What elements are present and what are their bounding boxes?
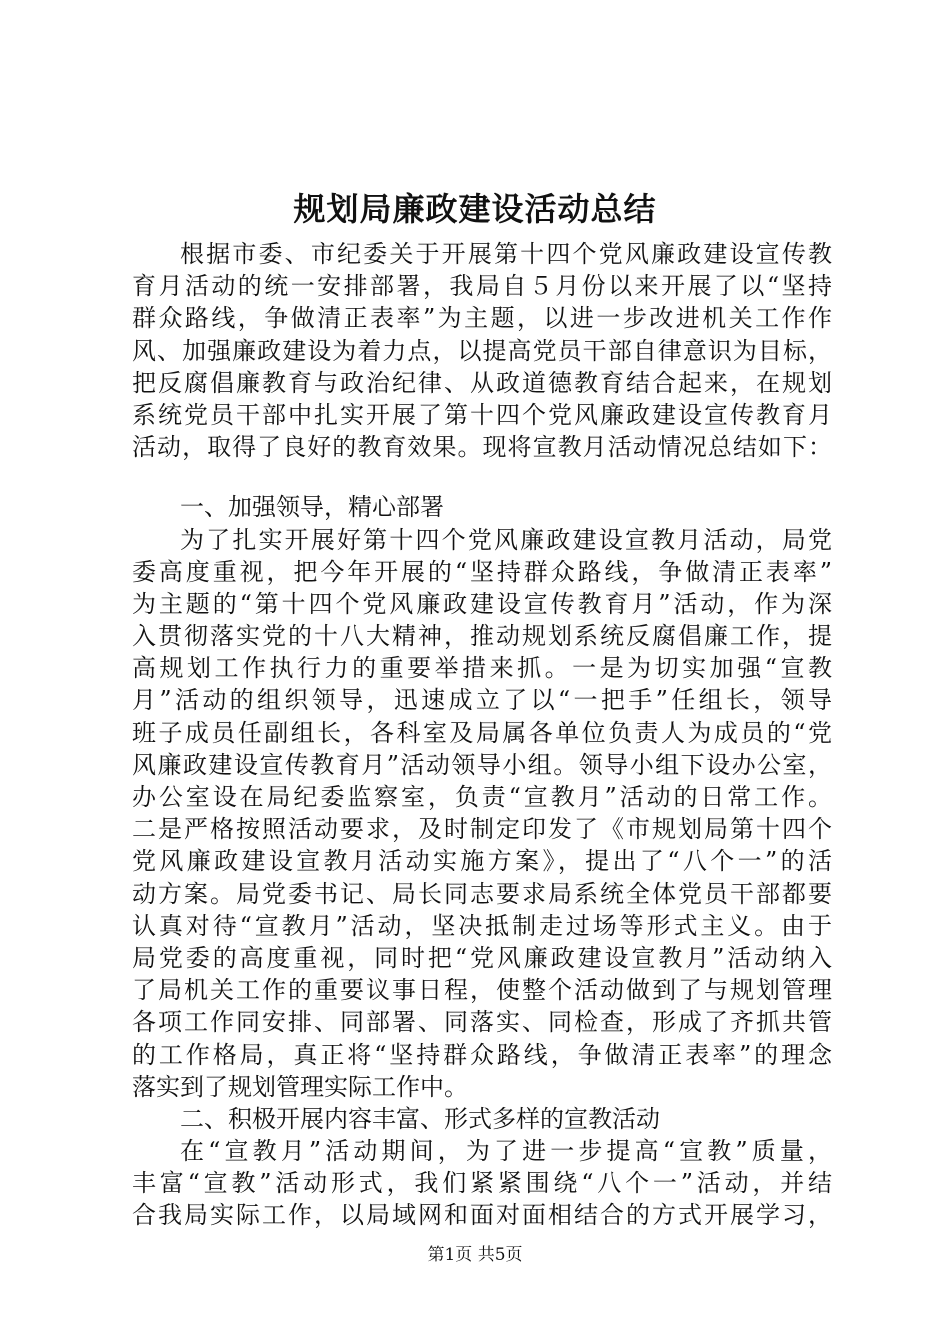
section-heading-2: 二、积极开展内容丰富、形式多样的宣教活动 <box>180 1104 660 1133</box>
section2-line: 丰富“宣教”活动形式，我们紧紧围绕“八个一”活动，并结 <box>132 1169 832 1198</box>
section1-line: 认真对待“宣教月”活动，坚决抵制走过场等形式主义。由于 <box>132 911 832 940</box>
section1-line: 落实到了规划管理实际工作中。 <box>132 1072 468 1101</box>
section2-line: 在“宣教月”活动期间，为了进一步提高“宣教”质量， <box>180 1137 832 1166</box>
section1-line: 了局机关工作的重要议事日程，使整个活动做到了与规划管理 <box>132 976 832 1005</box>
section1-line: 高规划工作执行力的重要举措来抓。一是为切实加强“宣教 <box>132 654 832 683</box>
document-body <box>132 238 832 1232</box>
section1-line: 动方案。局党委书记、局长同志要求局系统全体党员干部都要 <box>132 879 832 908</box>
section1-line: 办公室设在局纪委监察室，负责“宣教月”活动的日常工作。 <box>132 783 832 811</box>
section1-line: 的工作格局，真正将“坚持群众路线，争做清正表率”的理念 <box>132 1040 832 1069</box>
section1-line: 委高度重视，把今年开展的“坚持群众路线，争做清正表率” <box>132 557 832 586</box>
section-heading-1: 一、加强领导，精心部署 <box>180 493 444 522</box>
section1-line: 入贯彻落实党的十八大精神，推动规划系统反腐倡廉工作，提 <box>132 622 832 651</box>
page-footer: 第1页 共5页 <box>427 1245 523 1265</box>
section2-line: 合我局实际工作，以局域网和面对面相结合的方式开展学习， <box>132 1201 832 1230</box>
section1-line: 班子成员任副组长，各科室及局属各单位负责人为成员的“党 <box>132 718 832 747</box>
section1-line: 局党委的高度重视，同时把“党风廉政建设宣教月”活动纳入 <box>132 943 832 972</box>
intro-line: 风、加强廉政建设为着力点，以提高党员干部自律意识为目标， <box>132 336 832 365</box>
intro-line: 活动，取得了良好的教育效果。现将宣教月活动情况总结如下： <box>132 433 832 462</box>
intro-line: 根据市委、市纪委关于开展第十四个党风廉政建设宣传教 <box>180 240 832 268</box>
intro-line: 群众路线，争做清正表率”为主题，以进一步改进机关工作作 <box>132 304 832 333</box>
intro-line: 系统党员干部中扎实开展了第十四个党风廉政建设宣传教育月 <box>132 400 832 429</box>
document-title: 规划局廉政建设活动总结 <box>293 190 657 228</box>
section1-line: 党风廉政建设宣教月活动实施方案》，提出了“八个一”的活 <box>132 847 832 876</box>
section1-line: 月”活动的组织领导，迅速成立了以“一把手”任组长，领导 <box>132 686 832 715</box>
paragraph-gap <box>132 463 832 491</box>
section1-line: 为主题的“第十四个党风廉政建设宣传教育月”活动，作为深 <box>132 589 832 618</box>
section1-line: 二是严格按照活动要求，及时制定印发了《市规划局第十四个 <box>132 815 832 844</box>
section1-line: 为了扎实开展好第十四个党风廉政建设宣教月活动，局党 <box>180 525 832 554</box>
intro-line: 育月活动的统一安排部署，我局自５月份以来开展了以“坚持 <box>132 272 832 301</box>
section1-line: 风廉政建设宣传教育月”活动领导小组。领导小组下设办公室， <box>132 750 832 779</box>
intro-line: 把反腐倡廉教育与政治纪律、从政道德教育结合起来，在规划 <box>132 368 832 397</box>
section1-line: 各项工作同安排、同部署、同落实、同检查，形成了齐抓共管 <box>132 1008 832 1037</box>
